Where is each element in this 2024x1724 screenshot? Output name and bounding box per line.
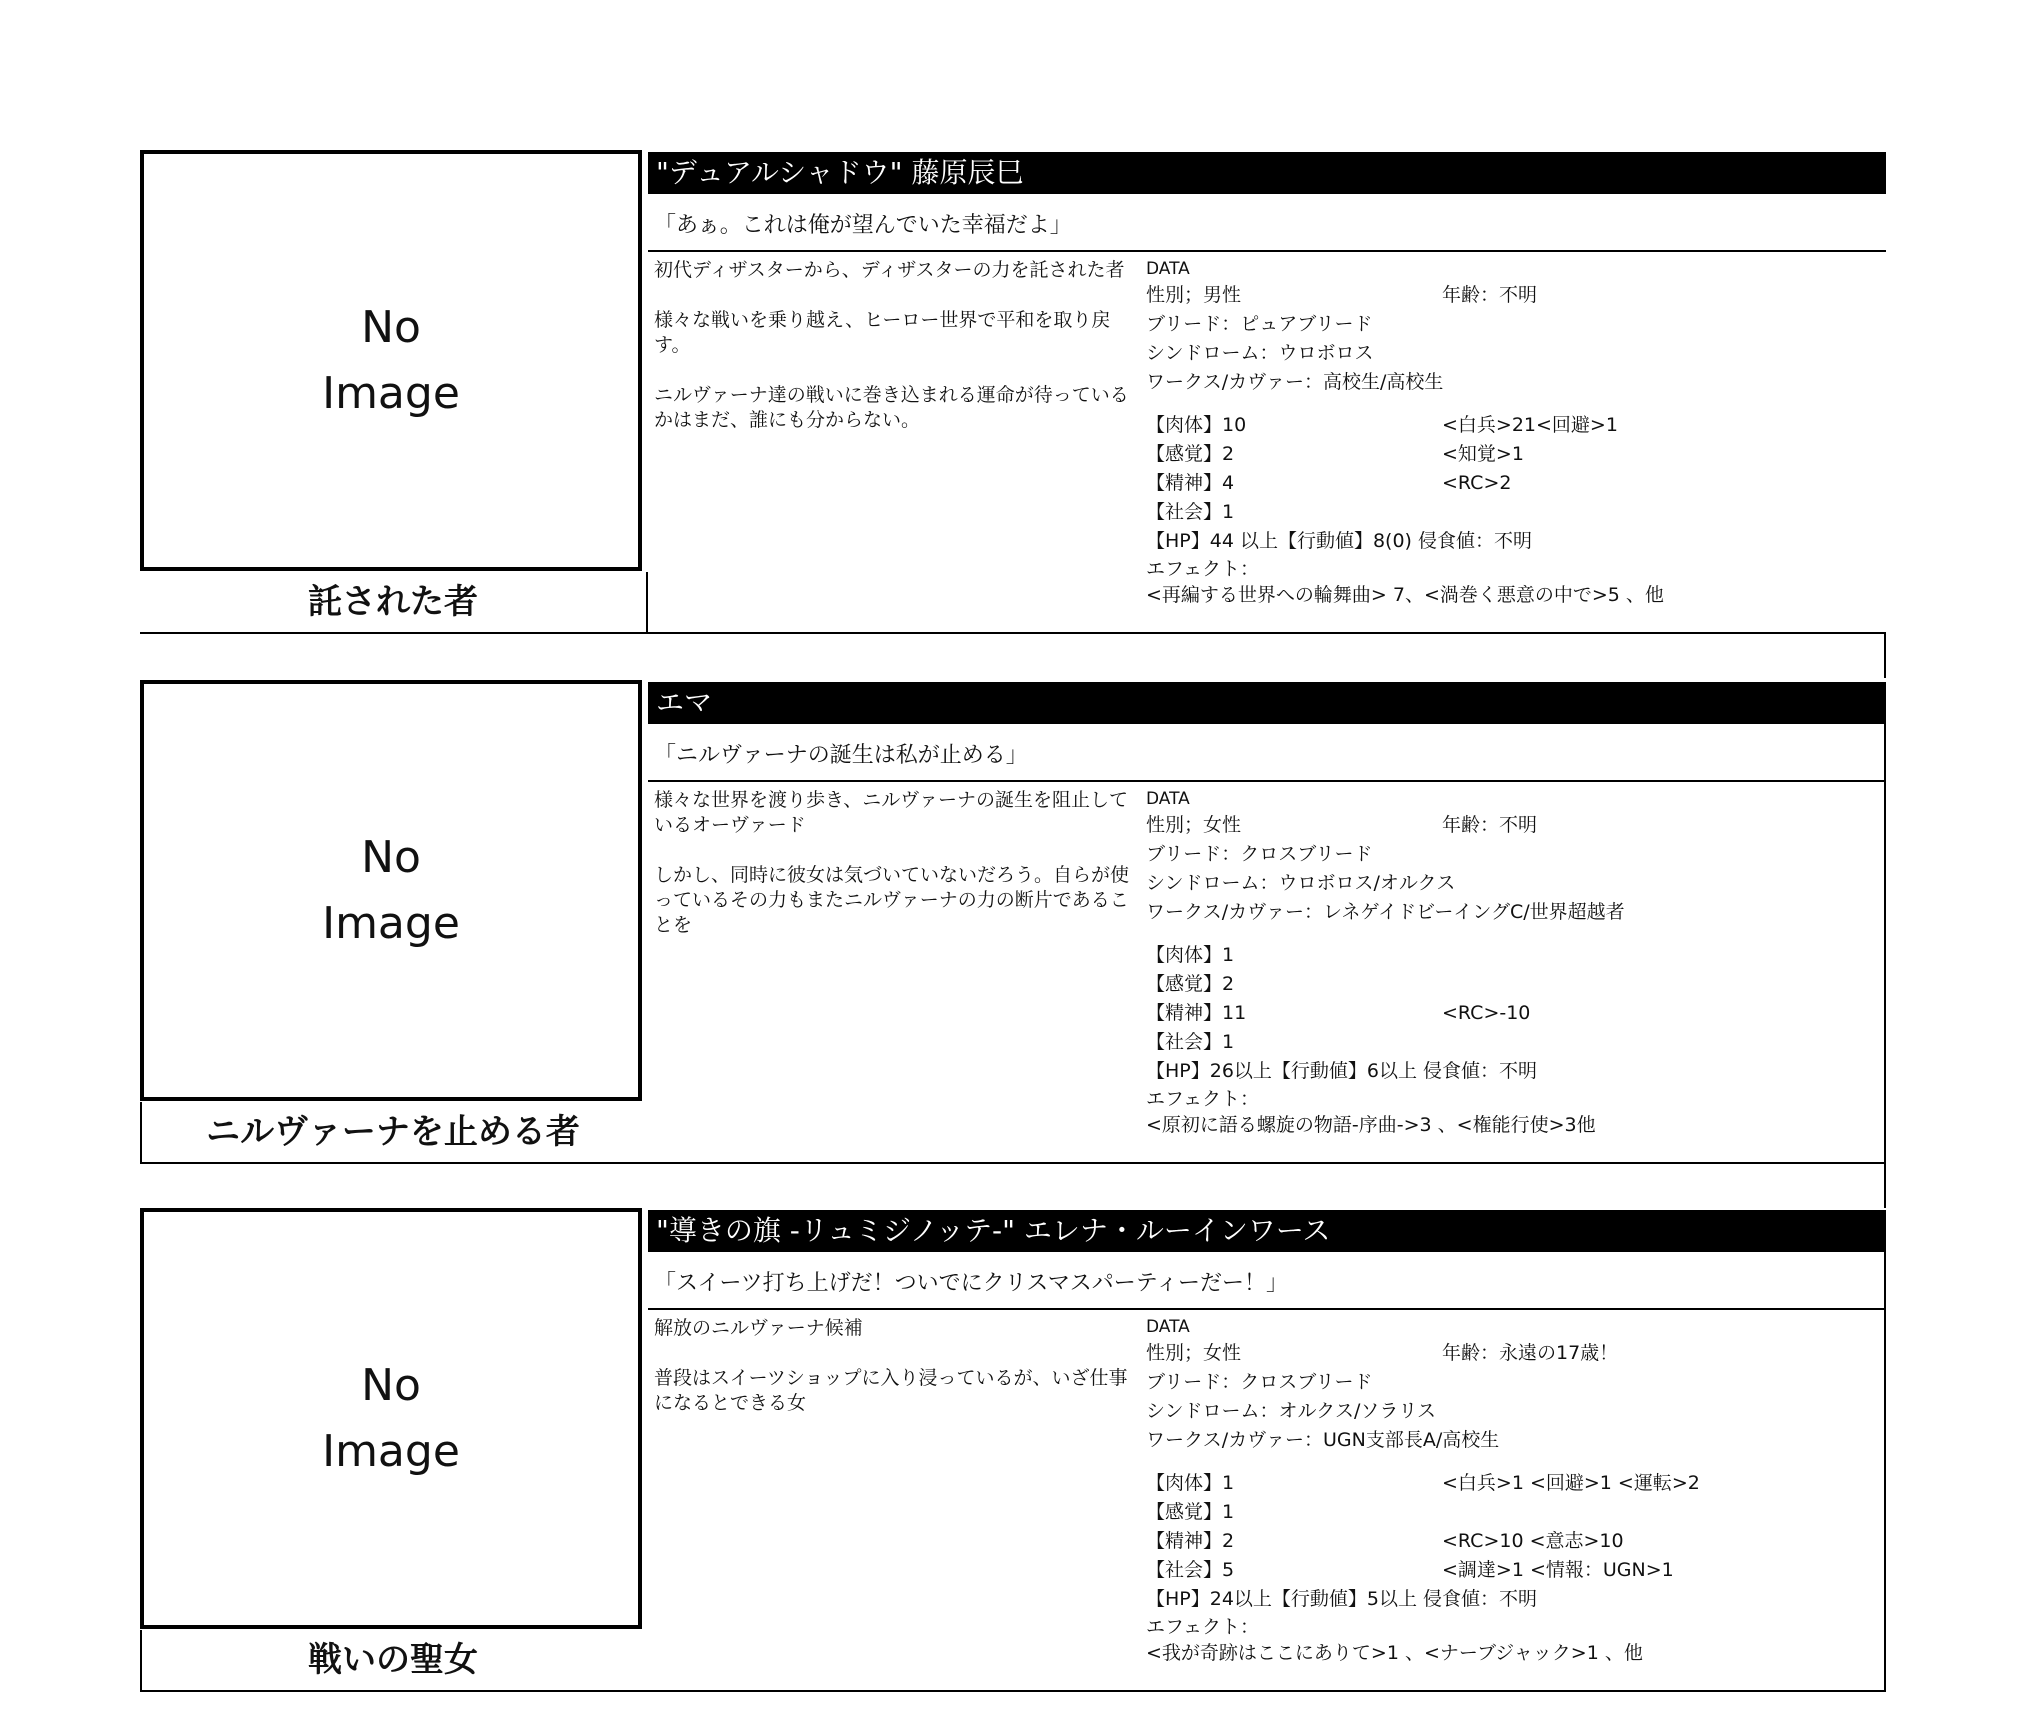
hp-initiative-erosion: 【HP】26以上【行動値】6以上 侵食値：不明 [1146, 1060, 1538, 1082]
age-value: 年齢：不明 [1442, 814, 1538, 836]
attribute-name: 【肉体】1 [1146, 1472, 1235, 1494]
attribute-name: 【肉体】10 [1146, 414, 1247, 436]
works-value: ワークス/カヴァー：UGN支部長A/高校生 [1146, 1429, 1500, 1451]
breed-value: ブリード：クロスブリード [1146, 843, 1373, 865]
effects-label: エフェクト： [1146, 1616, 1260, 1638]
description-paragraph: 解放のニルヴァーナ候補 [654, 1317, 863, 1339]
hp-initiative-erosion: 【HP】44 以上【行動値】8(0) 侵食値：不明 [1146, 530, 1533, 552]
effects-list: <原初に語る螺旋の物語-序曲->3 、<権能行使>3他 [1146, 1114, 1596, 1136]
attribute-name: 【精神】11 [1146, 1002, 1247, 1024]
breed-value: ブリード：クロスブリード [1146, 1371, 1373, 1393]
gender-value: 性別；男性 [1146, 284, 1242, 306]
data-heading: DATA [1146, 259, 1190, 279]
character-card [140, 150, 1886, 638]
divider [140, 1162, 1886, 1164]
attribute-name: 【精神】4 [1146, 472, 1235, 494]
divider [1884, 632, 1886, 678]
age-value: 年齢：不明 [1442, 284, 1538, 306]
character-stats [1146, 788, 1884, 1138]
data-heading: DATA [1146, 1317, 1190, 1337]
character-name-bar: エマ [648, 682, 1886, 724]
description-paragraph: しかし、同時に彼女は気づいていないだろう。自らが使っているその力もまたニルヴァーナの力の断片であることを [654, 864, 1130, 936]
description-paragraph: 初代ディザスターから、ディザスターの力を託された者 [654, 259, 1125, 281]
attribute-name: 【社会】1 [1146, 501, 1235, 523]
character-name-bar: "デュアルシャドウ" 藤原辰巳 [648, 152, 1886, 194]
divider [140, 1630, 142, 1692]
attribute-skills: <白兵>21<回避>1 [1442, 414, 1618, 436]
attribute-skills: <RC>10 <意志>10 [1442, 1530, 1624, 1552]
portrait-placeholder [140, 680, 642, 1101]
effects-label: エフェクト： [1146, 558, 1260, 580]
effects-label: エフェクト： [1146, 1088, 1260, 1110]
breed-value: ブリード：ピュアブリード [1146, 313, 1373, 335]
no-image-label: No Image [322, 1359, 460, 1477]
attribute-skills: <知覚>1 [1442, 443, 1524, 465]
attribute-name: 【社会】5 [1146, 1559, 1235, 1581]
works-value: ワークス/カヴァー：レネゲイドビーイングC/世界超越者 [1146, 901, 1625, 923]
character-description [654, 788, 1138, 963]
syndrome-value: シンドローム：ウロボロス/オルクス [1146, 872, 1456, 894]
effects-list: <我が奇跡はここにありて>1 、<ナーブジャック>1 、他 [1146, 1642, 1643, 1664]
divider [648, 780, 1886, 782]
attribute-skills: <白兵>1 <回避>1 <運転>2 [1442, 1472, 1700, 1494]
attribute-name: 【感覚】1 [1146, 1501, 1235, 1523]
gender-value: 性別；女性 [1146, 1342, 1242, 1364]
attribute-name: 【社会】1 [1146, 1031, 1235, 1053]
effects-list: <再編する世界への輪舞曲> 7、<渦巻く悪意の中で>5 、他 [1146, 584, 1664, 606]
character-quote: 「ニルヴァーナの誕生は私が止める」 [654, 743, 1028, 768]
character-quote: 「あぁ。これは俺が望んでいた幸福だよ」 [654, 213, 1072, 238]
age-value: 年齢：永遠の17歳！ [1442, 1342, 1619, 1364]
description-paragraph: 様々な戦いを乗り越え、ヒーロー世界で平和を取り戻す。 [654, 309, 1111, 356]
divider [140, 1102, 142, 1164]
character-description [654, 1316, 1138, 1441]
syndrome-value: シンドローム：オルクス/ソラリス [1146, 1400, 1436, 1422]
no-image-label: No Image [322, 831, 460, 949]
character-name-bar: "導きの旗 -リュミジノッテ-" エレナ・ルーインワース [648, 1210, 1886, 1252]
divider [140, 1690, 1886, 1692]
attribute-name: 【肉体】1 [1146, 944, 1235, 966]
no-image-label: No Image [322, 301, 460, 419]
works-value: ワークス/カヴァー：高校生/高校生 [1146, 371, 1444, 393]
character-epithet: ニルヴァーナを止める者 [206, 1112, 580, 1152]
divider [646, 572, 648, 634]
data-heading: DATA [1146, 789, 1190, 809]
attribute-name: 【感覚】2 [1146, 973, 1235, 995]
character-description [654, 258, 1138, 458]
syndrome-value: シンドローム：ウロボロス [1146, 342, 1374, 364]
gender-value: 性別；女性 [1146, 814, 1242, 836]
character-card [140, 1208, 1886, 1696]
portrait-placeholder [140, 150, 642, 571]
divider [648, 1308, 1886, 1310]
attribute-name: 【感覚】2 [1146, 443, 1235, 465]
attribute-skills: <RC>2 [1442, 472, 1512, 494]
description-paragraph: 様々な世界を渡り歩き、ニルヴァーナの誕生を阻止しているオーヴァード [654, 789, 1129, 836]
character-epithet: 戦いの聖女 [308, 1640, 478, 1680]
attribute-skills: <調達>1 <情報：UGN>1 [1442, 1559, 1674, 1581]
attribute-name: 【精神】2 [1146, 1530, 1235, 1552]
divider [1884, 1252, 1886, 1692]
character-stats [1146, 258, 1884, 608]
description-paragraph: 普段はスイーツショップに入り浸っているが、いざ仕事になるとできる女 [654, 1367, 1128, 1414]
attribute-skills: <RC>-10 [1442, 1002, 1531, 1024]
hp-initiative-erosion: 【HP】24以上【行動値】5以上 侵食値：不明 [1146, 1588, 1538, 1610]
divider [140, 632, 1886, 634]
description-paragraph: ニルヴァーナ達の戦いに巻き込まれる運命が待っているかはまだ、誰にも分からない。 [654, 384, 1129, 431]
divider [1884, 724, 1886, 1208]
character-quote: 「スイーツ打ち上げだ！ついでにクリスマスパーティーだー！」 [654, 1271, 1289, 1296]
character-epithet: 託された者 [308, 582, 478, 622]
portrait-placeholder [140, 1208, 642, 1629]
character-card [140, 680, 1886, 1168]
divider [648, 250, 1886, 252]
character-stats [1146, 1316, 1884, 1666]
